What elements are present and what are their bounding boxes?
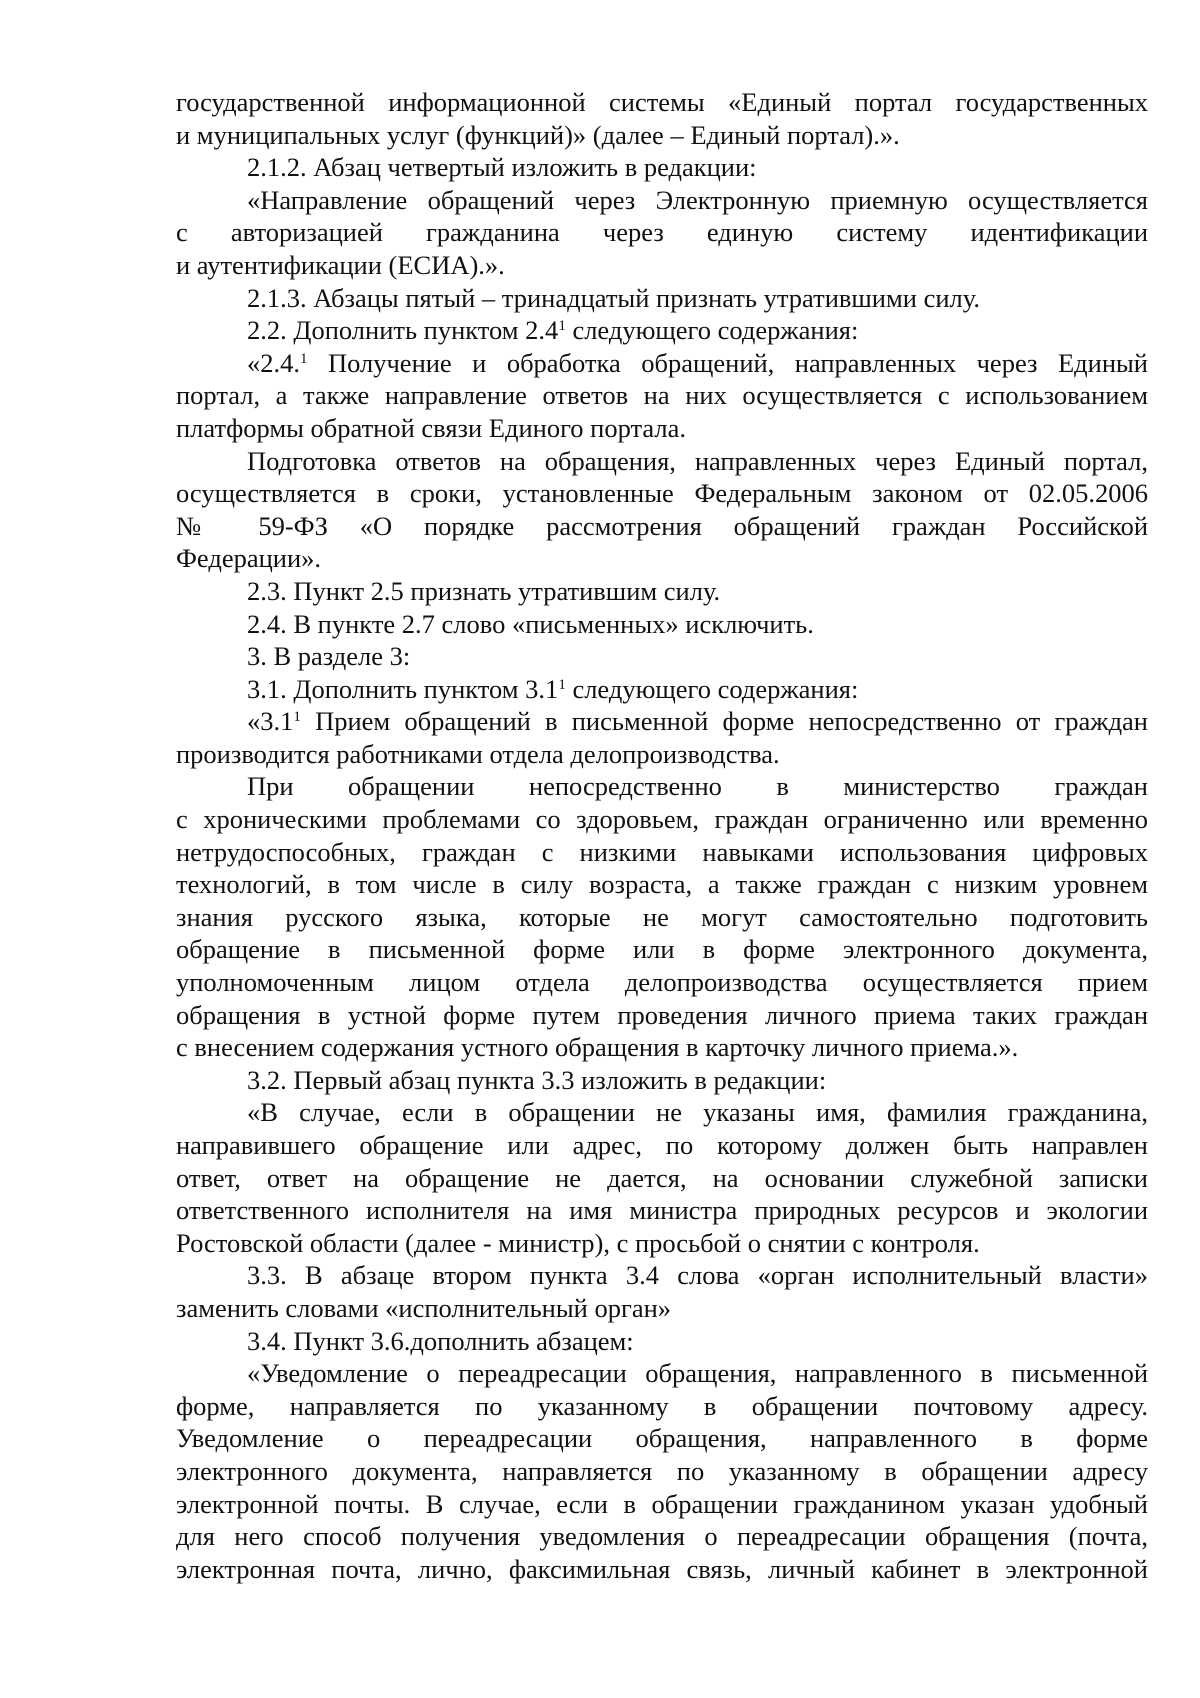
text-line [176,608,1148,641]
text-line [176,1031,1148,1064]
text-line [176,901,1148,934]
text-line [176,542,1148,575]
text-line-content: электронная почта, лично, факсимильная связь, личный кабинет в электронной [176,1553,1148,1584]
text-line [176,1129,1148,1162]
text-line [176,836,1148,869]
text-line [176,510,1148,543]
text-line-content: с хроническими проблемами со здоровьем, граждан ограниченно или временно [176,804,1148,835]
document-body [176,86,1148,1585]
text-line [176,1162,1148,1195]
text-line [176,999,1148,1032]
text-line-content: и муниципальных услуг (функций)» (далее – Единый портал).». [176,119,900,150]
text-line-continuation: Получение и обработка обращений, направленных через Единый [307,347,1148,378]
text-line [176,151,1148,184]
text-line-content: Подготовка ответов на обращения, направленных через Единый портал, [247,445,1148,476]
text-line-content: осуществляется в сроки, установленные Федеральным законом от 02.05.2006 [176,478,1148,509]
text-line [176,705,1148,738]
text-line-content: Федерации». [176,543,322,574]
text-line [176,1227,1148,1260]
text-line-content: «Направление обращений через Электронную приемную осуществляется [247,184,1148,215]
text-line-content: 2.4. В пункте 2.7 слово «письменных» исключить. [247,608,814,639]
text-line [176,314,1148,347]
text-line-content: Ростовской области (далее - министр), с просьбой о снятии с контроля. [176,1227,980,1258]
text-line [176,1292,1148,1325]
text-line [176,803,1148,836]
text-line-content: 3.3. В абзаце втором пункта 3.4 слова «орган исполнительный власти» [247,1260,1148,1291]
text-line [176,379,1148,412]
text-line [176,1064,1148,1097]
text-line-content: электронной почты. В случае, если в обращении гражданином указан удобный [176,1488,1148,1519]
text-line [176,575,1148,608]
text-line-content: 2.1.2. Абзац четвертый изложить в редакции: [247,152,757,183]
text-line-continuation: Прием обращений в письменной форме непосредственно от граждан [300,706,1148,737]
text-line [176,1455,1148,1488]
text-line [176,86,1148,119]
text-line [176,738,1148,771]
text-line [176,1553,1148,1586]
text-line [176,933,1148,966]
text-line-content: «В случае, если в обращении не указаны имя, фамилия гражданина, [247,1097,1148,1128]
text-line-content: 2.2. Дополнить пунктом 2.4 [247,315,559,346]
text-line [176,770,1148,803]
text-line-content: Уведомление о переадресации обращения, направленного в форме [176,1423,1148,1454]
text-line-content: 2.3. Пункт 2.5 признать утратившим силу. [247,575,721,606]
text-line-content: с авторизацией гражданина через единую систему идентификации [176,217,1148,248]
text-line-content: № 59-ФЗ «О порядке рассмотрения обращений граждан Российской [176,510,1148,541]
text-line-content: «3.1 [247,706,294,737]
text-line-content: 2.1.3. Абзацы пятый – тринадцатый признать утратившими силу. [247,282,980,313]
text-line [176,1096,1148,1129]
text-line [176,1357,1148,1390]
text-line [176,1422,1148,1455]
superscript-index: 1 [558,676,566,693]
text-line-content: уполномоченным лицом отдела делопроизводства осуществляется прием [176,967,1148,998]
text-line [176,445,1148,478]
text-line-content: заменить словами «исполнительный орган» [176,1292,672,1323]
superscript-index: 1 [558,318,566,335]
text-line-content: с внесением содержания устного обращения в карточку личного приема.». [176,1032,1019,1063]
text-line-content: технологий, в том числе в силу возраста, а также граждан с низким уровнем [176,869,1148,900]
text-line-content: При обращении непосредственно в министерство граждан [247,771,1148,802]
text-line-continuation: следующего содержания: [565,315,859,346]
text-line [176,1325,1148,1358]
text-line-content: и аутентификации (ЕСИА).». [176,249,505,280]
text-line-content: нетрудоспособных, граждан с низкими навыками использования цифровых [176,836,1148,867]
text-line-content: знания русского языка, которые не могут самостоятельно подготовить [176,901,1148,932]
text-line [176,1390,1148,1423]
text-line-content: электронного документа, направляется по указанному в обращении адресу [176,1455,1148,1486]
text-line-content: портал, а также направление ответов на них осуществляется с использованием [176,380,1148,411]
text-line-content: 3.1. Дополнить пунктом 3.1 [247,673,559,704]
text-line [176,1194,1148,1227]
text-line-content: форме, направляется по указанному в обращении почтовому адресу. [176,1390,1148,1421]
text-line-continuation: следующего содержания: [565,673,859,704]
text-line [176,347,1148,380]
text-line [176,868,1148,901]
text-line-content: ответственного исполнителя на имя министра природных ресурсов и экологии [176,1195,1148,1226]
superscript-index: 1 [300,350,308,367]
text-line [176,1259,1148,1292]
text-line [176,216,1148,249]
text-line [176,1488,1148,1521]
text-line [176,640,1148,673]
text-line-content: 3. В разделе 3: [247,641,411,672]
text-line [176,249,1148,282]
text-line-content: 3.2. Первый абзац пункта 3.3 изложить в редакции: [247,1064,827,1095]
text-line-content: обращение в письменной форме или в форме электронного документа, [176,934,1148,965]
text-line [176,673,1148,706]
text-line [176,477,1148,510]
text-line [176,119,1148,152]
text-line-content: направившего обращение или адрес, по которому должен быть направлен [176,1130,1148,1160]
text-line [176,966,1148,999]
text-line-content: «2.4. [247,347,300,378]
text-line-content: платформы обратной связи Единого портала. [176,412,687,443]
text-line [176,184,1148,217]
text-line-content: 3.4. Пункт 3.6.дополнить абзацем: [247,1325,634,1356]
text-line-content: «Уведомление о переадресации обращения, направленного в письменной [247,1358,1148,1389]
text-line-content: обращения в устной форме путем проведения личного приема таких граждан [176,999,1148,1030]
text-line-content: производится работниками отдела делопроизводства. [176,738,780,769]
text-line-content: государственной информационной системы «Единый портал государственных [176,87,1148,117]
text-line [176,412,1148,445]
superscript-index: 1 [293,709,301,726]
text-line-content: ответ, ответ на обращение не дается, на основании служебной записки [176,1162,1148,1193]
text-line-content: для него способ получения уведомления о переадресации обращения (почта, [176,1521,1148,1552]
text-line [176,1520,1148,1553]
text-line [176,282,1148,315]
